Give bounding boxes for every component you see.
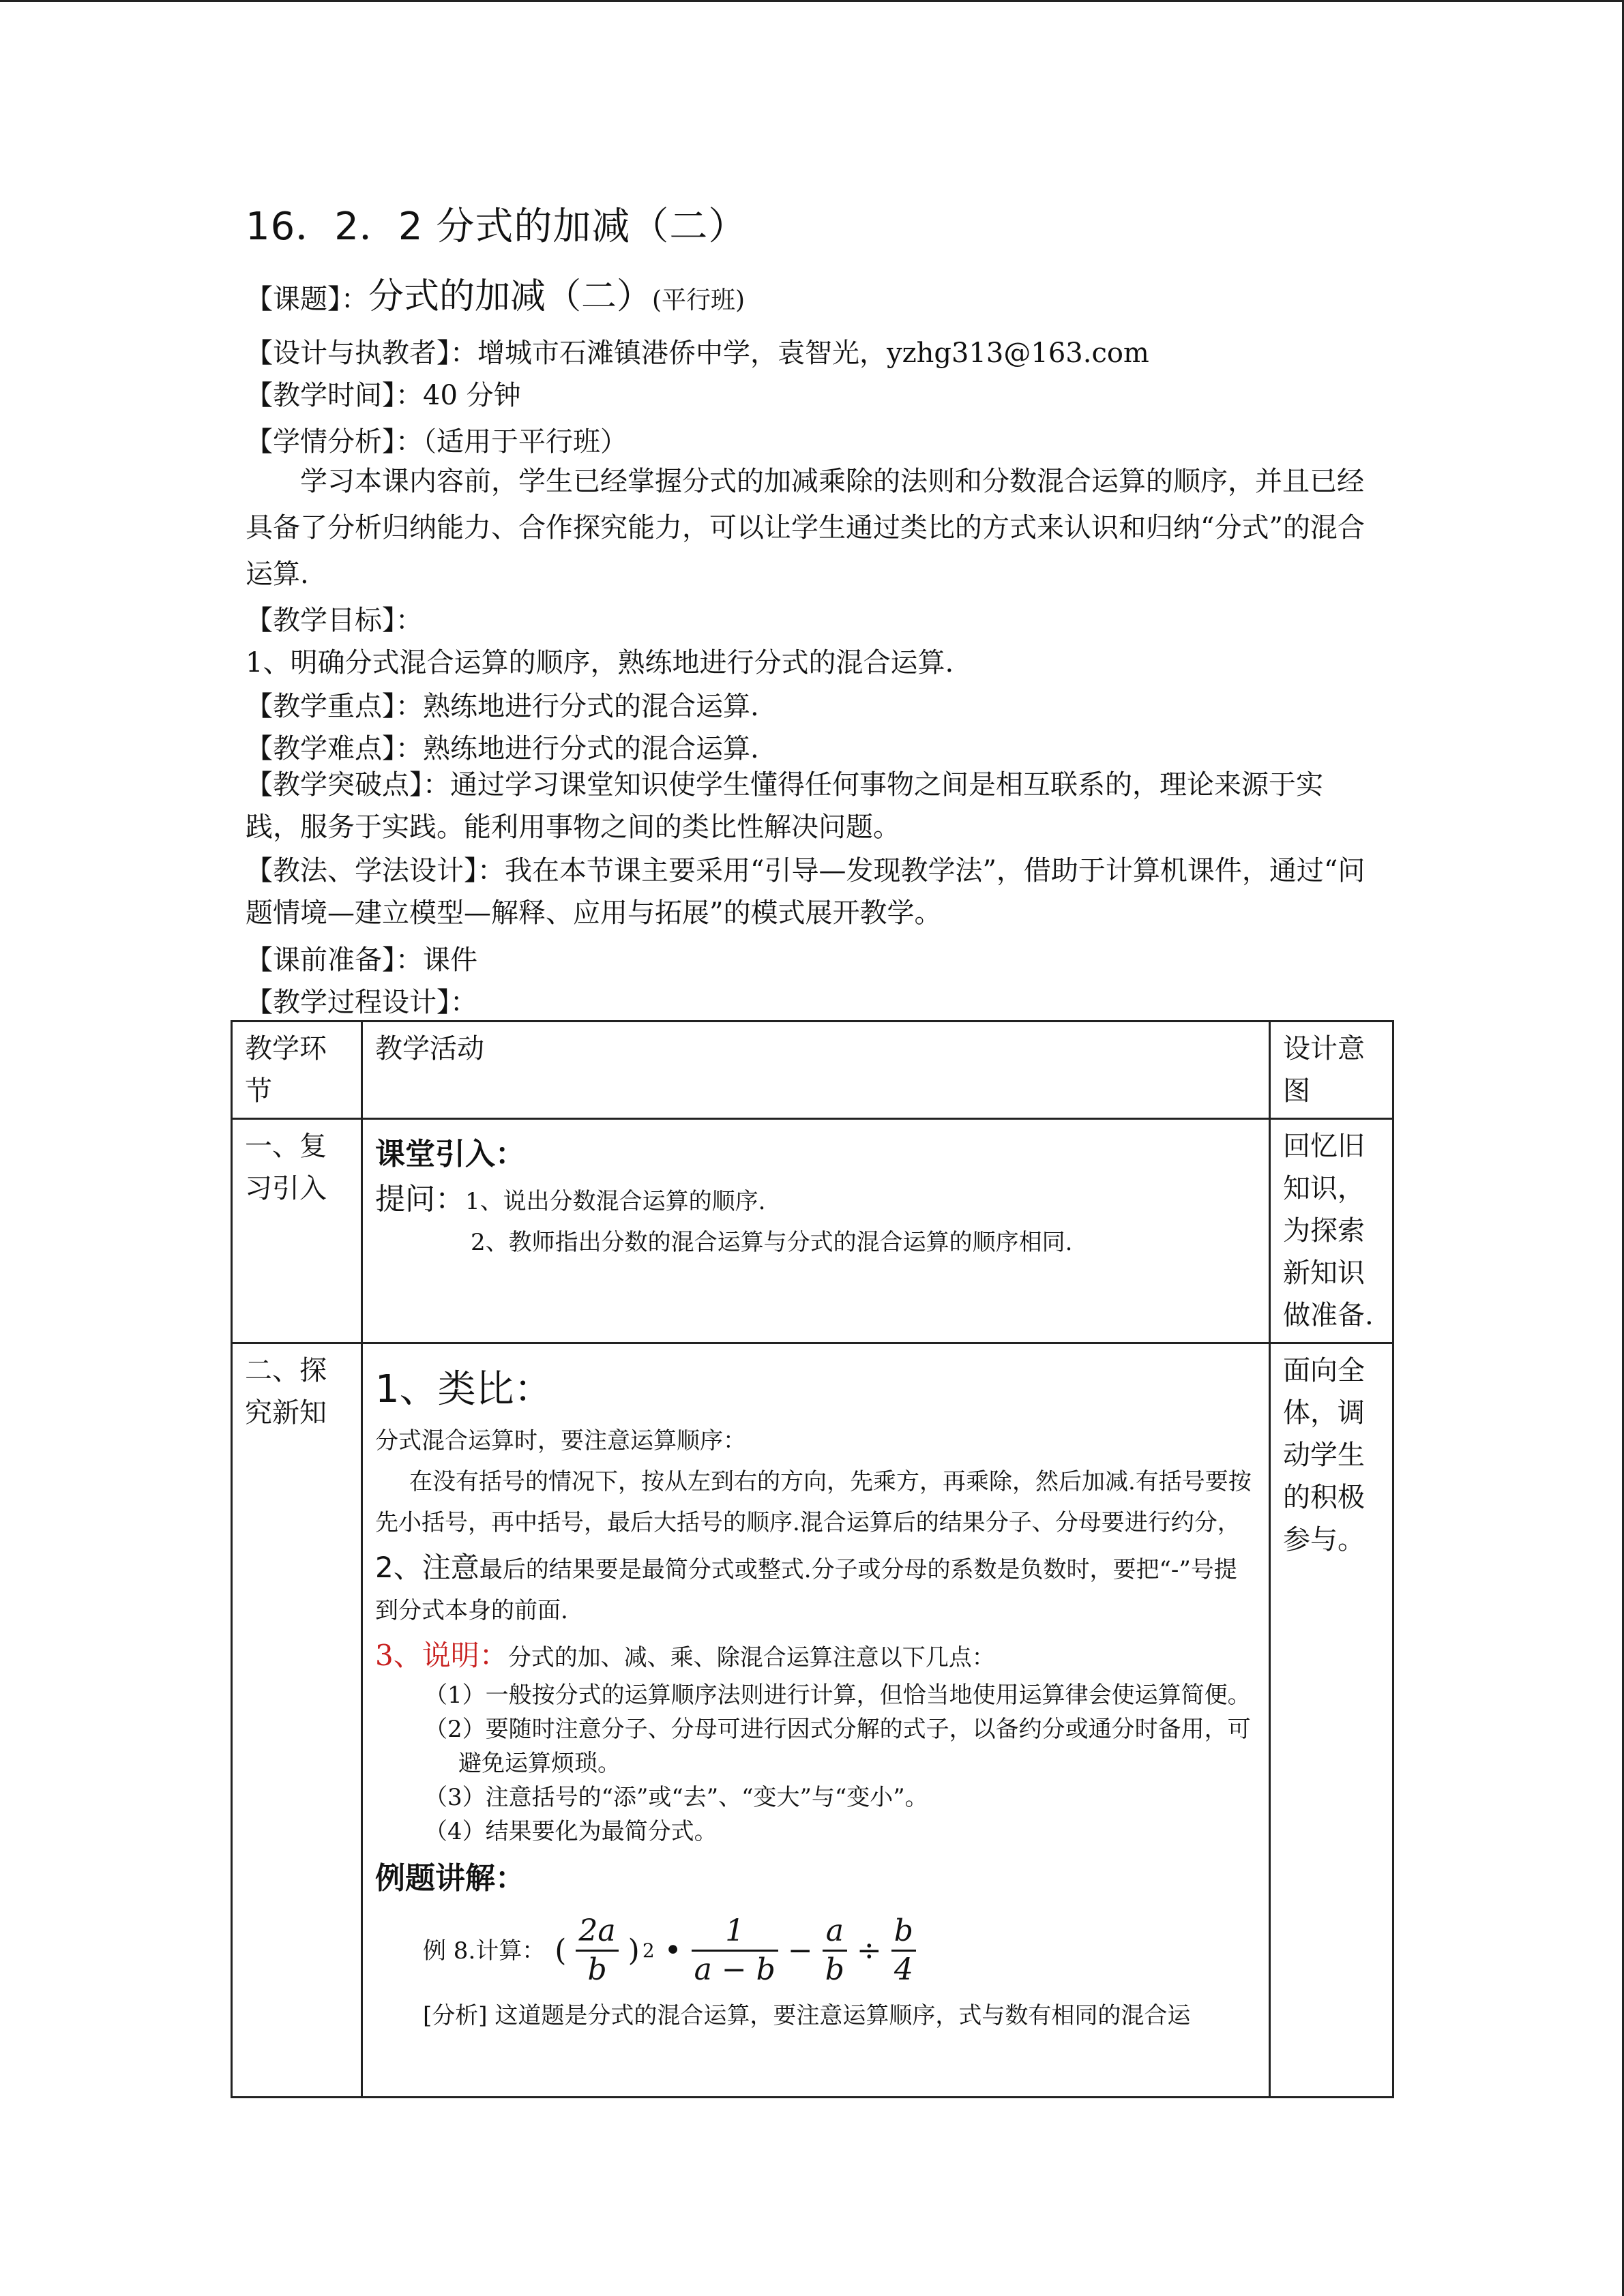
analysis-text: 学习本课内容前，学生已经掌握分式的加减乘除的法则和分数混合运算的顺序，并且已经具备了分析归纳能力、合作探究能力，可以让学生通过类比的方式来认识和归纳“分式”的混合运算. xyxy=(246,466,1365,590)
header-intent: 设计意图 xyxy=(1270,1022,1393,1119)
rule-intro: 分式混合运算时，要注意运算顺序： xyxy=(375,1427,746,1455)
prep-value: 课件 xyxy=(423,944,477,976)
difficulty-label: 【教学难点】： xyxy=(246,733,423,764)
list-item: （2）要随时注意分子、分母可进行因式分解的式子，以备约分或通分时备用，可避免运算烦琐。 xyxy=(424,1716,1251,1777)
time-line xyxy=(246,374,521,413)
analysis-label: 【学情分析】： xyxy=(246,426,423,458)
question-2: 2、教师指出分数的混合运算与分式的混合运算的顺序相同. xyxy=(471,1229,1073,1256)
frac-den: 4 xyxy=(894,1952,913,1987)
row2-intent: 面向全体，调动学生的积极参与。 xyxy=(1270,1343,1393,2098)
time-value: 40 分钟 xyxy=(423,380,521,411)
formula-exponent: 2 xyxy=(642,1939,655,1962)
fraction-1-a-b xyxy=(692,1913,778,1988)
prep-label: 【课前准备】： xyxy=(246,944,423,976)
example-heading: 例题讲解： xyxy=(375,1861,525,1896)
table-header-row xyxy=(232,1022,1393,1119)
formula-minus: − xyxy=(787,1933,813,1968)
goals-item: 1、明确分式混合运算的顺序，熟练地进行分式的混合运算. xyxy=(246,647,954,679)
explain-block xyxy=(375,1635,1256,1678)
designer-value: 增城市石滩镇港侨中学，袁智光，yzhg313@163.com xyxy=(477,338,1149,369)
designer-line xyxy=(246,331,1149,370)
process-table xyxy=(231,1020,1394,2098)
formula-divide: ÷ xyxy=(856,1933,882,1968)
difficulty-value: 熟练地进行分式的混合运算. xyxy=(423,733,759,764)
analysis-line xyxy=(246,420,628,459)
row1-question1 xyxy=(375,1178,1256,1222)
example-formula xyxy=(423,1913,1256,1988)
method-line xyxy=(246,850,1371,934)
analysis-note: [分析] 这道题是分式的混合运算，要注意运算顺序，式与数有相同的混合运 xyxy=(423,2002,1191,2029)
designer-label: 【设计与执教者】： xyxy=(246,338,477,369)
fraction-2a-b xyxy=(576,1913,618,1988)
ask-label: 提问： xyxy=(375,1182,465,1217)
table-row xyxy=(232,1119,1393,1343)
rule-text: 在没有括号的情况下，按从左到右的方向，先乘方，再乘除，然后加减.有括号要按先小括号，再中括号，最后大括号的顺序.混合运算后的结果分子、分母要进行约分， xyxy=(375,1468,1252,1536)
frac-num: b xyxy=(891,1913,916,1952)
formula-lparen: ( xyxy=(555,1933,567,1968)
list-item: （4）结果要化为最简分式。 xyxy=(424,1818,718,1845)
time-label: 【教学时间】： xyxy=(246,380,423,411)
explain-label: 3、说明： xyxy=(375,1639,508,1672)
header-activity: 教学活动 xyxy=(362,1022,1270,1119)
method-value: 我在本节课主要采用“引导—发现教学法”，借助于计算机课件，通过“问题情境—建立模型—解释、应用与拓展”的模式展开教学。 xyxy=(246,855,1365,929)
method-label: 【教法、学法设计】： xyxy=(246,855,505,886)
fraction-b-4 xyxy=(891,1913,916,1988)
header-stage: 教学环节 xyxy=(232,1022,362,1119)
explain-text: 分式的加、减、乘、除混合运算注意以下几点： xyxy=(507,1644,995,1671)
breakthrough-label: 【教学突破点】： xyxy=(246,769,450,801)
lesson-line xyxy=(246,267,745,318)
fraction-a-b xyxy=(823,1913,847,1988)
formula-rparen: ) xyxy=(628,1933,640,1968)
frac-num: 1 xyxy=(692,1913,778,1952)
lesson-label: 【课题】： xyxy=(246,284,368,315)
process-label: 【教学过程设计】： xyxy=(246,987,477,1018)
prep-line xyxy=(246,938,477,977)
lesson-value: 分式的加减（二） xyxy=(368,276,653,317)
frac-den: b xyxy=(825,1952,844,1987)
breakthrough-line xyxy=(246,764,1371,848)
analysis-value: （适用于平行班） xyxy=(423,426,628,458)
formula-dot: • xyxy=(664,1933,682,1968)
lesson-note: (平行班) xyxy=(652,286,745,314)
key-value: 熟练地进行分式的混合运算. xyxy=(423,691,759,722)
example-label: 例 8.计算： xyxy=(423,1937,546,1965)
note-text: 最后的结果要是最简分式或整式.分子或分母的系数是负数时，要把“-”号提到分式本身的前面. xyxy=(375,1556,1237,1624)
row1-activity xyxy=(362,1119,1270,1343)
goals-label: 【教学目标】： xyxy=(246,605,423,636)
question-1: 1、说出分数混合运算的顺序. xyxy=(465,1188,766,1215)
difficulty-line xyxy=(246,727,759,766)
breakthrough-value: 通过学习课堂知识使学生懂得任何事物之间是相互联系的，理论来源于实践，服务于实践。能利用事物之间的类比性解决问题。 xyxy=(246,769,1323,843)
row1-intent: 回忆旧知识，为探索新知识做准备. xyxy=(1270,1119,1393,1343)
row2-heading: 1、类比： xyxy=(375,1367,552,1412)
frac-den: a − b xyxy=(694,1952,776,1987)
page-top-border xyxy=(0,0,1624,2)
list-item: （3）注意括号的“添”或“去”、“变大”与“变小”。 xyxy=(424,1784,928,1811)
row1-stage: 一、复习引入 xyxy=(232,1119,362,1343)
frac-num: 2a xyxy=(576,1913,618,1952)
doc-title: 16．2．2 分式的加减（二） xyxy=(246,205,748,249)
row2-activity xyxy=(362,1343,1270,2098)
row1-heading: 课堂引入： xyxy=(375,1137,525,1172)
row2-stage: 二、探究新知 xyxy=(232,1343,362,2098)
table-row xyxy=(232,1343,1393,2098)
key-label: 【教学重点】： xyxy=(246,691,423,722)
note-label: 2、注意 xyxy=(375,1551,479,1584)
list-item: （1）一般按分式的运算顺序法则进行计算，但恰当地使用运算律会使运算简便。 xyxy=(424,1682,1251,1709)
frac-den: b xyxy=(587,1952,607,1987)
key-line xyxy=(246,685,759,724)
frac-num: a xyxy=(823,1913,847,1952)
note-block xyxy=(375,1547,1256,1631)
